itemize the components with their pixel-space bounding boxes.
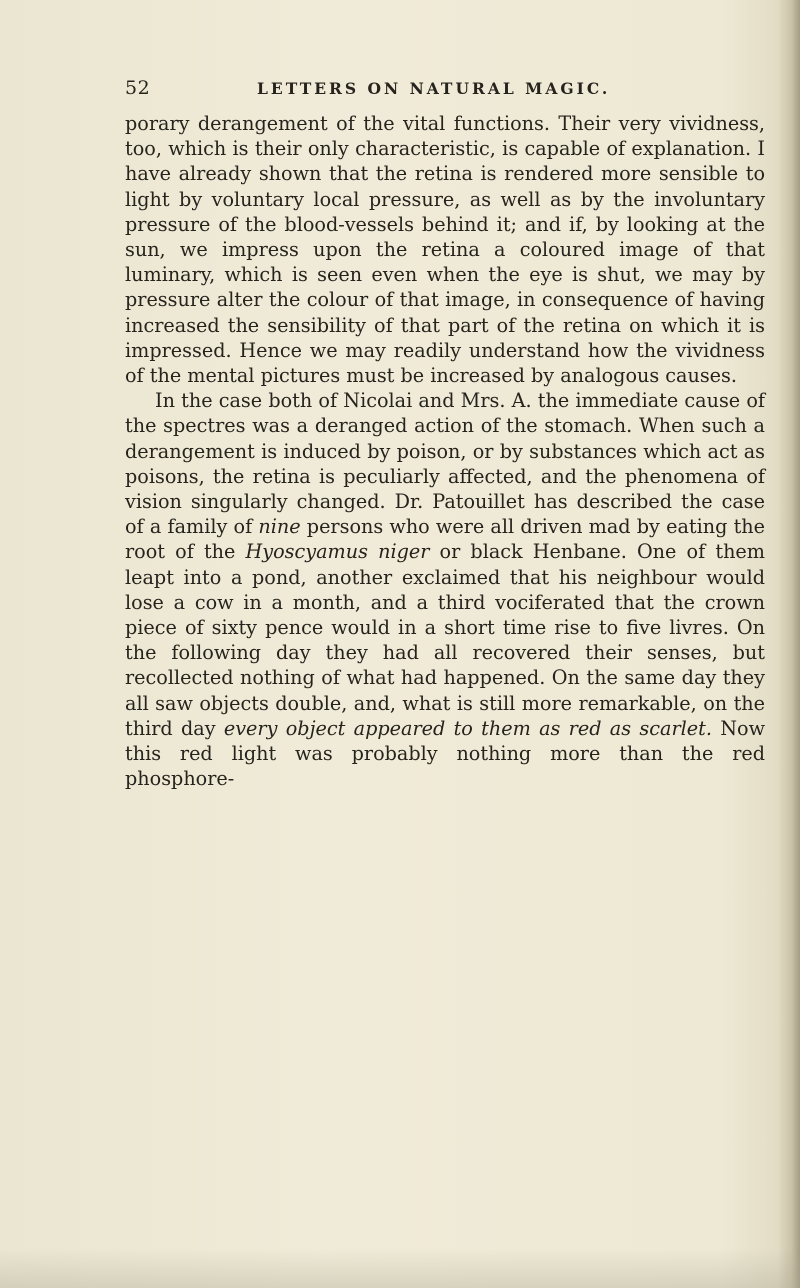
text-run: porary derangement of the vital functions. Their very vividness, too, which is their only characteristic, is capable of explanation. I have already shown that the retina is rendered more sensible to light by voluntary local pressure, as well as by the involuntary pressure of the blood-vessels behind it; and if, by looking at the sun, we impress upon the retina a coloured image of that luminary, which is seen even when the eye is shut, we may by pressure alter the colour of that image, in consequence of having increased the sensibility of that part of the retina on which it is impressed. Hence we may readily understand how the vividness of the mental pictures must be increased by analogous causes. xyxy=(125,112,765,388)
text-run: In the case both of Nicolai and Mrs. A. the immediate cause of the spectres was a deranged action of the stomach. When such a derangement is induced by poison, or by substances which act as poisons, the retina is peculiarly affected, and the phenomena of vision singularly changed. Dr. Patouillet has described the case of a family of xyxy=(125,389,765,539)
body-text xyxy=(125,111,765,791)
page-header xyxy=(125,77,785,107)
text-run: Now this red light was probably nothing more than the red phosphore- xyxy=(125,716,766,791)
page-bottom-shading xyxy=(0,1248,800,1288)
text-run: persons who were all driven mad by eating the root of the xyxy=(125,515,765,564)
italic-run: nine xyxy=(258,515,301,539)
italic-run: Hyoscyamus niger xyxy=(245,540,430,564)
text-run: or black Henbane. One of them leapt into a pond, another exclaimed that his neighbour would lose a cow in a month, and a third vociferated that the crown piece of sixty pence would in a short time rise to five livres. On the following day they had all recovered their senses, but recollected nothing of what had happened. On the same day they all saw objects double, and, what is still more remarkable, on the third day xyxy=(125,540,765,740)
italic-run: every object appeared to them as red as scarlet. xyxy=(223,716,712,740)
page-number: 52 xyxy=(125,77,151,99)
running-head: LETTERS ON NATURAL MAGIC. xyxy=(257,79,611,98)
paragraph-1 xyxy=(125,111,765,388)
page-edge-shadow xyxy=(778,0,800,1288)
paragraph-2 xyxy=(125,388,765,791)
